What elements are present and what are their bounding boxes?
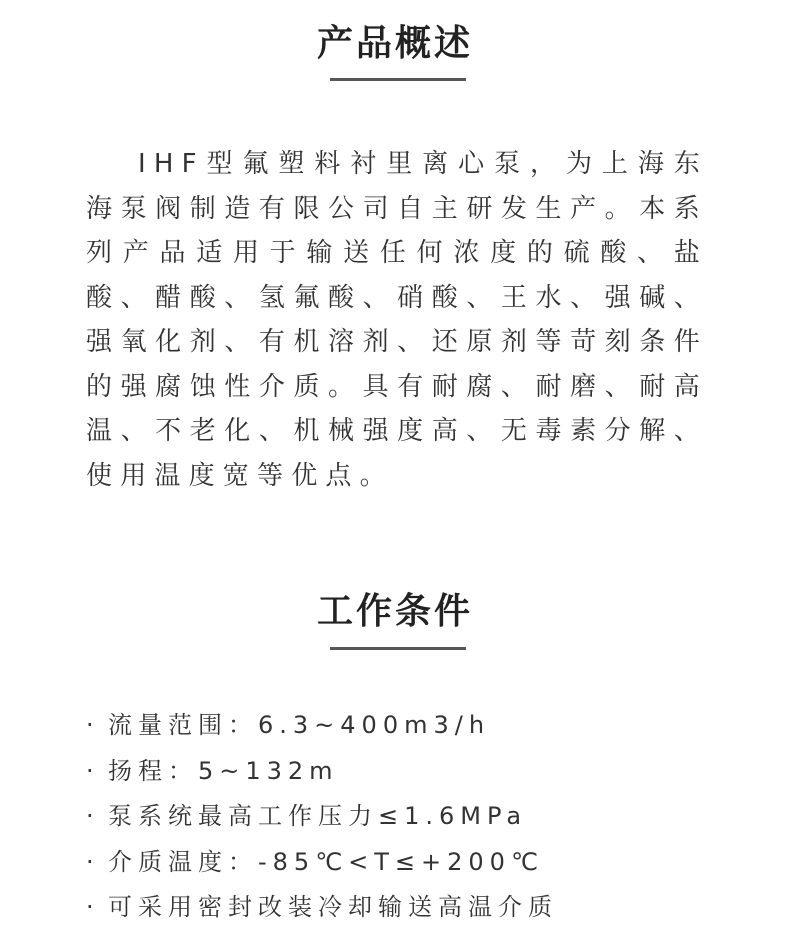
conditions-title: 工作条件 bbox=[316, 591, 473, 632]
condition-text: 可采用密封改装冷却输送高温介质 bbox=[108, 893, 558, 921]
bullet-dot: · bbox=[86, 756, 100, 785]
conditions-list bbox=[86, 703, 746, 931]
bullet-dot: · bbox=[86, 802, 100, 830]
condition-item-cooling bbox=[86, 885, 746, 931]
overview-title-underline bbox=[330, 78, 466, 81]
condition-item-pressure bbox=[86, 794, 746, 840]
condition-item-flow bbox=[86, 703, 746, 749]
conditions-title-underline bbox=[330, 647, 466, 650]
overview-title: 产品概述 bbox=[316, 23, 473, 64]
bullet-dot: · bbox=[86, 847, 100, 876]
bullet-dot: · bbox=[86, 711, 100, 739]
condition-text: 扬程：5~132m bbox=[108, 756, 339, 785]
condition-item-head bbox=[86, 749, 746, 795]
condition-text: 泵系统最高工作压力≤1.6MPa bbox=[108, 802, 528, 830]
overview-paragraph: IHF型氟塑料衬里离心泵，为上海东海泵阀制造有限公司自主研发生产。本系列产品适用于输送任何浓度的硫酸、盐酸、醋酸、氢氟酸、硝酸、王水、强碱、强氧化剂、有机溶剂、还原剂等苛刻条件的强腐蚀性介质。具有耐腐、耐磨、耐高温、不老化、机械强度高、无毒素分解、使用温度宽等优点。 bbox=[86, 149, 708, 491]
condition-text: 介质温度：-85℃<T≤+200℃ bbox=[108, 847, 544, 876]
bullet-dot: · bbox=[86, 893, 100, 921]
condition-text: 流量范围：6.3~400m3/h bbox=[108, 711, 491, 739]
condition-item-temperature bbox=[86, 840, 746, 886]
